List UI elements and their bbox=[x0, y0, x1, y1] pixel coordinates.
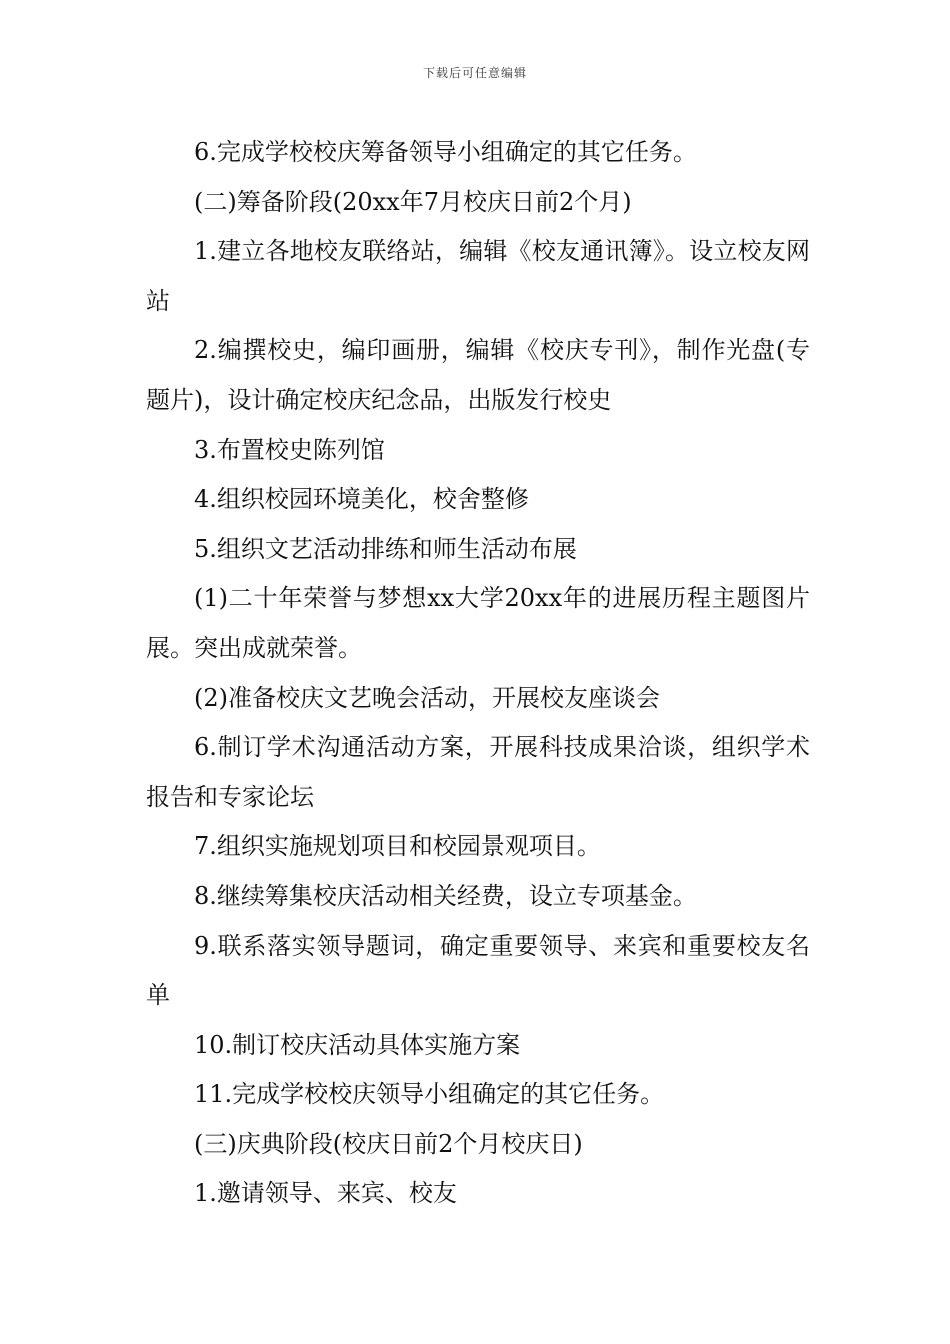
paragraph: 7.组织实施规划项目和校园景观项目。 bbox=[194, 832, 601, 861]
paragraph: 10.制订校庆活动具体实施方案 bbox=[194, 1030, 521, 1059]
paragraph: 1.邀请领导、来宾、校友 bbox=[194, 1179, 457, 1208]
section-heading: (二)筹备阶段(20xx年7月校庆日前2个月) bbox=[194, 187, 632, 216]
paragraph: 1.建立各地校友联络站，编辑《校友通讯簿》。设立校友网站 bbox=[146, 237, 810, 315]
paragraph: (1)二十年荣誉与梦想xx大学20xx年的进展历程主题图片展。突出成就荣誉。 bbox=[146, 584, 810, 662]
paragraph: (2)准备校庆文艺晚会活动，开展校友座谈会 bbox=[194, 683, 660, 712]
paragraph: 2.编撰校史，编印画册，编辑《校庆专刊》，制作光盘(专题片)，设计确定校庆纪念品，出版发行校史 bbox=[146, 336, 810, 414]
section-heading: (三)庆典阶段(校庆日前2个月校庆日) bbox=[194, 1129, 583, 1158]
paragraph: 9.联系落实领导题词，确定重要领导、来宾和重要校友名单 bbox=[146, 931, 810, 1010]
paragraph: 4.组织校园环境美化，校舍整修 bbox=[194, 485, 529, 514]
paragraph: 3.布置校史陈列馆 bbox=[194, 435, 385, 464]
paragraph: 6.完成学校校庆筹备领导小组确定的其它任务。 bbox=[194, 138, 697, 166]
paragraph: 8.继续筹集校庆活动相关经费，设立专项基金。 bbox=[194, 881, 697, 910]
paragraph: 5.组织文艺活动排练和师生活动布展 bbox=[194, 534, 577, 563]
page-header: 下载后可任意编辑 bbox=[422, 66, 527, 80]
paragraph: 11.完成学校校庆领导小组确定的其它任务。 bbox=[194, 1080, 665, 1109]
paragraph: 6.制订学术沟通活动方案，开展科技成果洽谈，组织学术报告和专家论坛 bbox=[146, 733, 810, 811]
document-body bbox=[146, 128, 810, 1219]
